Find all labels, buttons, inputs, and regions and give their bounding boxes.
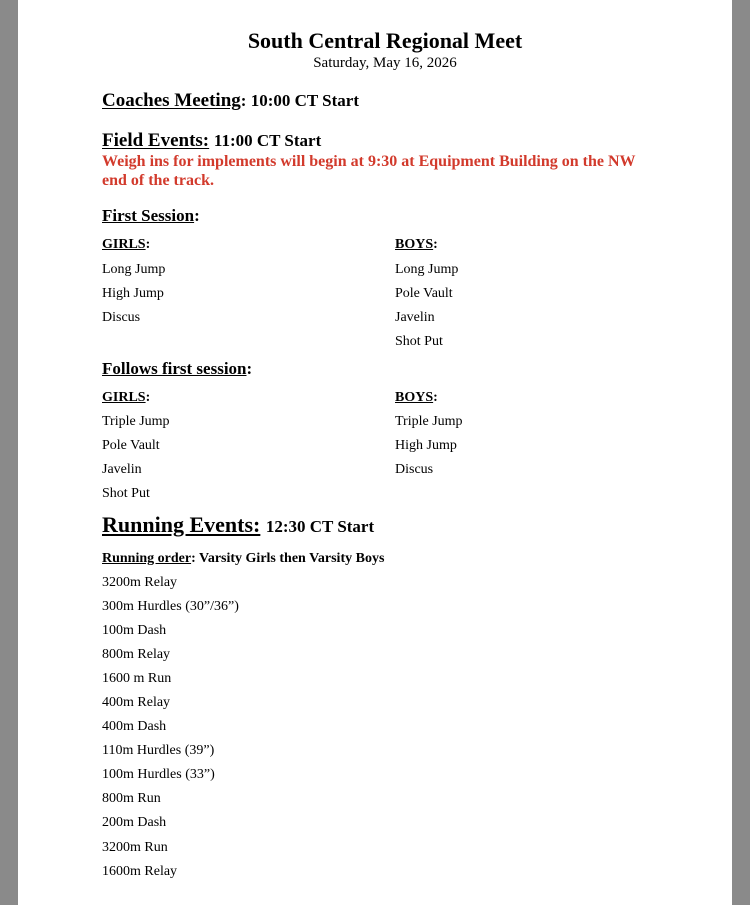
- list-item: 400m Relay: [102, 695, 171, 710]
- second-session-label: Follows first session: [102, 359, 247, 378]
- document-page: [18, 0, 732, 905]
- list-item: 100m Dash: [102, 623, 167, 638]
- second-session-girls-heading: GIRLS:: [102, 390, 151, 405]
- list-item: 100m Hurdles (33”): [102, 767, 215, 782]
- list-item: High Jump: [395, 438, 457, 453]
- list-item: 400m Dash: [102, 719, 167, 734]
- list-item: Pole Vault: [102, 438, 160, 453]
- list-item: Long Jump: [395, 262, 459, 277]
- coaches-meeting-heading: Coaches Meeting: 10:00 CT Start: [102, 90, 359, 111]
- field-events-heading: [102, 130, 321, 152]
- list-item: 800m Relay: [102, 647, 171, 662]
- list-item: Discus: [395, 462, 434, 477]
- list-item: 3200m Relay: [102, 575, 178, 590]
- running-order-label: Running order: [102, 551, 192, 566]
- list-item: Triple Jump: [102, 414, 170, 429]
- list-item: Triple Jump: [395, 414, 463, 429]
- list-item: High Jump: [102, 286, 164, 301]
- coaches-meeting-time: 10:00 CT Start: [250, 91, 359, 110]
- first-session-heading: First Session:: [102, 206, 200, 225]
- list-item: Javelin: [102, 462, 142, 477]
- field-events-label: Field Events:: [102, 130, 210, 151]
- coaches-meeting-label: Coaches Meeting: [102, 90, 241, 111]
- running-order: Running order: Varsity Girls then Varsity Boys: [102, 551, 385, 566]
- first-session-boys-heading: BOYS:: [395, 237, 438, 252]
- list-item: Pole Vault: [395, 286, 453, 301]
- list-item: 200m Dash: [102, 815, 167, 830]
- first-session-label: First Session: [102, 206, 195, 225]
- list-item: Long Jump: [102, 262, 166, 277]
- list-item: Shot Put: [102, 486, 150, 501]
- running-order-text: Varsity Girls then Varsity Boys: [199, 551, 385, 566]
- field-events-time: 11:00 CT Start: [213, 131, 322, 150]
- second-session-heading: Follows first session:: [102, 359, 253, 378]
- list-item: 110m Hurdles (39”): [102, 743, 215, 758]
- list-item: Javelin: [395, 310, 435, 325]
- second-session-boys-heading: BOYS:: [395, 390, 438, 405]
- list-item: 300m Hurdles (30”/36”): [102, 599, 239, 614]
- first-session-girls-heading: GIRLS:: [102, 237, 151, 252]
- list-item: 1600 m Run: [102, 671, 172, 686]
- list-item: 1600m Relay: [102, 864, 178, 879]
- meet-date: Saturday, May 16, 2026: [313, 55, 457, 71]
- running-events-heading: [102, 512, 374, 538]
- weigh-in-notice: Weigh ins for implements will begin at 9:30 at Equipment Building on the NW end of the track.: [102, 153, 636, 189]
- page-title: South Central Regional Meet: [247, 28, 523, 53]
- running-events-time: 12:30 CT Start: [265, 517, 375, 536]
- running-events-label: Running Events:: [102, 512, 261, 537]
- list-item: Discus: [102, 310, 141, 325]
- list-item: 800m Run: [102, 791, 161, 806]
- list-item: 3200m Run: [102, 840, 168, 855]
- list-item: Shot Put: [395, 334, 443, 349]
